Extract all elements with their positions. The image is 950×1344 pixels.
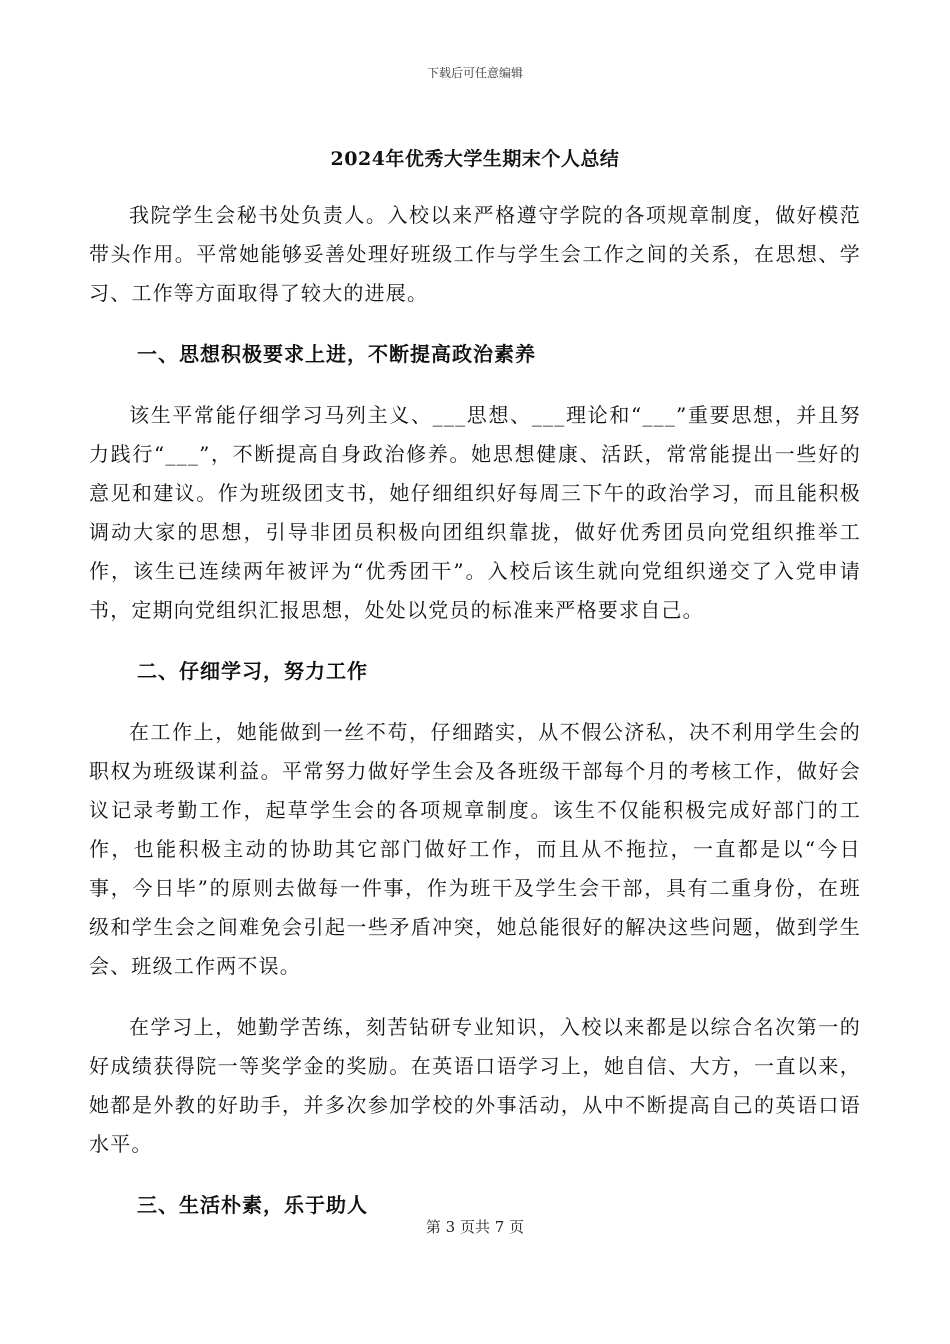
- section-heading-1: 一、思想积极要求上进，不断提高政治素养: [137, 342, 536, 366]
- section-heading-3: 三、生活朴素，乐于助人: [137, 1193, 368, 1217]
- document-body: [89, 196, 861, 1225]
- page-header-note: 下载后可任意编辑: [426, 66, 523, 80]
- page-number: 第 3 页共 7 页: [425, 1218, 525, 1236]
- section-1-paragraph-1: 该生平常能仔细学习马列主义、___思想、___理论和“___”重要思想，并且努力践行“___”，不断提高自身政治修养。她思想健康、活跃，常常能提出一些好的意见和建议。作为班级团支书，她仔细组织好每周三下午的政治学习，而且能积极调动大家的思想，引导非团员积极向团组织靠拢，做好优秀团员向党组织推举工作，该生已连续两年被评为“优秀团干”。入校后该生就向党组织递交了入党申请书，定期向党组织汇报思想，处处以党员的标准来严格要求自己。: [89, 403, 861, 622]
- section-2-paragraph-1: 在工作上，她能做到一丝不苟，仔细踏实，从不假公济私，决不利用学生会的职权为班级谋利益。平常努力做好学生会及各班级干部每个月的考核工作，做好会议记录考勤工作，起草学生会的各项规章制度。该生不仅能积极完成好部门的工作，也能积极主动的协助其它部门做好工作，而且从不拖拉，一直都是以“今日事，今日毕”的原则去做每一件事，作为班干及学生会干部，具有二重身份，在班级和学生会之间难免会引起一些矛盾冲突，她总能很好的解决这些问题，做到学生会、班级工作两不误。: [89, 720, 861, 978]
- section-2-paragraph-2: 在学习上，她勤学苦练，刻苦钻研专业知识，入校以来都是以综合名次第一的好成绩获得院一等奖学金的奖励。在英语口语学习上，她自信、大方，一直以来，她都是外教的好助手，并多次参加学校的外事活动，从中不断提高自己的英语口语水平。: [89, 1015, 861, 1156]
- intro-paragraph: 我院学生会秘书处负责人。入校以来严格遵守学院的各项规章制度，做好模范带头作用。平常她能够妥善处理好班级工作与学生会工作之间的关系，在思想、学习、工作等方面取得了较大的进展。: [89, 203, 861, 305]
- document-title: 2024年优秀大学生期末个人总结: [330, 148, 620, 170]
- section-heading-2: 二、仔细学习，努力工作: [137, 659, 368, 683]
